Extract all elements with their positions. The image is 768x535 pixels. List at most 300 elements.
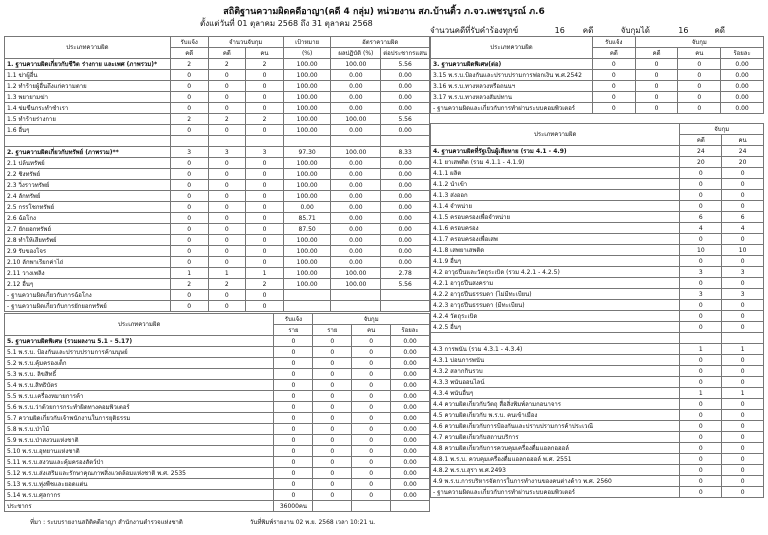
table-row [431, 168, 764, 179]
cell-value: 0 [274, 424, 313, 435]
cell-value [391, 501, 430, 512]
footer-date: วันที่พิมพ์รายงาน 02 พ.ย. 2568 เวลา 10:21 น. [250, 519, 376, 526]
row-label: 4.5 ความผิดเกี่ยวกับ พ.ร.บ. คนเข้าเมือง [431, 410, 680, 421]
cell-value: 0 [722, 201, 764, 212]
cell-value: 0 [274, 468, 313, 479]
cell-value: 0 [680, 256, 722, 267]
cell-value: 0 [352, 468, 391, 479]
cell-value: 100.00 [283, 191, 331, 202]
cell-value: 0.00 [391, 435, 430, 446]
cell-value: 100.00 [331, 114, 381, 125]
cell-value: 0.00 [391, 468, 430, 479]
table-row [431, 410, 764, 421]
table-row [5, 169, 430, 180]
row-label: 4.1.3 ส่งออก [431, 190, 680, 201]
cell-value: 0 [680, 410, 722, 421]
cell-value: 0.00 [391, 347, 430, 358]
cell-value: 0 [722, 443, 764, 454]
sub-cases: ราย [313, 325, 352, 336]
row-label: 4.2.5 อื่นๆ [431, 322, 680, 333]
table-row [5, 490, 430, 501]
table-row [431, 278, 764, 289]
cell-value: 0.00 [381, 180, 430, 191]
header-category: ประเภทความผิด [431, 124, 680, 146]
cell-value: 0 [352, 347, 391, 358]
cell-value: 0 [352, 479, 391, 490]
table-row [5, 336, 430, 347]
row-label: 2.12 อื่นๆ [5, 279, 171, 290]
cell-value: 100.00 [283, 92, 331, 103]
cell-value: 0 [722, 399, 764, 410]
cell-value: 4 [680, 223, 722, 234]
cell-value: 0 [170, 92, 208, 103]
cell-value: 0 [208, 81, 246, 92]
report-title: สถิติฐานความผิดคดีอาญา(คดี 4 กลุ่ม) หน่วยงาน สภ.บ้านติ้ว ภ.จว.เพชรบูรณ์ ภ.6 [223, 7, 545, 17]
row-label: 5.4 พ.ร.บ.สิทธิบัตร [5, 380, 274, 391]
cell-value: 0 [208, 224, 246, 235]
row-label: 2.7 ยักยอกทรัพย์ [5, 224, 171, 235]
cell-value: 3 [722, 289, 764, 300]
table-row [431, 399, 764, 410]
cell-value: 0.00 [331, 70, 381, 81]
cell-value: 0 [680, 234, 722, 245]
cell-value: 0 [635, 103, 678, 114]
footer-source: ที่มา : ระบบรายงานสถิติคดีอาญา สำนักงานตำรวจแห่งชาติ [30, 519, 183, 526]
table-property-violence [4, 36, 430, 312]
cell-value: 100.00 [283, 257, 331, 268]
row-label: ประชากร [5, 501, 274, 512]
cell-value: 100.00 [331, 147, 381, 158]
table-row [5, 103, 430, 114]
cell-value: 0.00 [391, 380, 430, 391]
sub-cases: คดี [635, 48, 678, 59]
cell-value: 0 [680, 190, 722, 201]
cell-value: 0 [208, 180, 246, 191]
sub-cases: คดี [680, 135, 722, 146]
cell-value: 0.00 [331, 191, 381, 202]
cell-value: 100.00 [331, 59, 381, 70]
table-row [5, 136, 430, 147]
table-row [5, 435, 430, 446]
row-label: 1.5 ทำร้ายร่างกาย [5, 114, 171, 125]
cell-value: 0 [352, 446, 391, 457]
cell-value: 0 [274, 402, 313, 413]
cell-value: 0 [722, 311, 764, 322]
cell-value: 0 [274, 413, 313, 424]
cell-value: 0 [313, 358, 352, 369]
cell-value: 0 [246, 92, 284, 103]
cell-value: 0 [170, 290, 208, 301]
table-row [431, 388, 764, 399]
cell-value: 0 [313, 446, 352, 457]
table-special-continued [430, 36, 764, 114]
cell-value: 0 [678, 59, 721, 70]
row-label: 3. ฐานความผิดพิเศษ(ต่อ) [431, 59, 593, 70]
row-label: 2.10 ลักพาเรียกค่าไถ่ [5, 257, 171, 268]
cell-value: 0 [352, 380, 391, 391]
cell-value: 3 [246, 147, 284, 158]
cell-value: 0 [274, 358, 313, 369]
cell-value: 0 [170, 70, 208, 81]
cell-value: 0 [246, 290, 284, 301]
sub-pct: (%) [283, 48, 331, 59]
cell-value: 0 [170, 224, 208, 235]
table-row [431, 212, 764, 223]
cell-value: 0.00 [721, 81, 764, 92]
row-label: 2. ฐานความผิดเกี่ยวกับทรัพย์ (ภาพรวม)** [5, 147, 171, 158]
header-received: รับแจ้ง [274, 314, 313, 325]
cell-value: 0 [170, 125, 208, 136]
cell-value: 5.56 [381, 59, 430, 70]
row-label: 4.2.3 อาวุธปืนธรรมดา (มีทะเบียน) [431, 300, 680, 311]
cell-value: 100.00 [283, 169, 331, 180]
table-row [5, 301, 430, 312]
cell-value: 0 [274, 457, 313, 468]
table-row [431, 146, 764, 157]
cell-value: 0 [722, 366, 764, 377]
cell-value: 24 [680, 146, 722, 157]
cell-value: 0 [722, 355, 764, 366]
cell-value: 0 [170, 257, 208, 268]
sub-result: ผลปฏิบัติ (%) [331, 48, 381, 59]
cell-value: 0 [170, 213, 208, 224]
cell-value: 0 [313, 336, 352, 347]
table-row [431, 256, 764, 267]
cell-value: 0.00 [391, 369, 430, 380]
row-label: 5.11 พ.ร.บ.สงวนและคุ้มครองสัตว์ป่า [5, 457, 274, 468]
cell-value: 0.00 [331, 257, 381, 268]
cell-value: 0.00 [381, 246, 430, 257]
cell-value: 0 [170, 202, 208, 213]
row-label: 4.7 ความผิดเกี่ยวกับสถานบริการ [431, 432, 680, 443]
row-label: 4.9 พ.ร.บ.การบริหารจัดการในการทำงานของคนต่างด้าว พ.ศ. 2560 [431, 476, 680, 487]
cell-value: 0.00 [391, 446, 430, 457]
header-arrested: จับกุม [313, 314, 430, 325]
table-row [431, 179, 764, 190]
cell-value: 0 [313, 479, 352, 490]
cell-value: 100.00 [283, 235, 331, 246]
cell-value: 0 [208, 257, 246, 268]
cell-value: 20 [680, 157, 722, 168]
cell-value: 100.00 [283, 59, 331, 70]
table-row [5, 424, 430, 435]
cell-value [331, 301, 381, 312]
table-row [431, 333, 764, 344]
cell-value: 0 [352, 391, 391, 402]
table-row [431, 157, 764, 168]
row-label: 5.1 พ.ร.บ. ป้องกันและปราบปรามการค้ามนุษย์ [5, 347, 274, 358]
row-label: 4.2.4 วัตถุระเบิด [431, 311, 680, 322]
cell-value: 0 [170, 235, 208, 246]
table-row [431, 245, 764, 256]
cell-value: 1 [246, 268, 284, 279]
cell-value [381, 301, 430, 312]
cell-value: 0 [246, 301, 284, 312]
row-label: 2.11 วางเพลิง [5, 268, 171, 279]
cell-value: 0.00 [381, 92, 430, 103]
cell-value: 0 [722, 432, 764, 443]
cell-value: 0 [722, 256, 764, 267]
cell-value: 0 [635, 59, 678, 70]
cell-value: 0 [208, 125, 246, 136]
cell-value: 0 [722, 421, 764, 432]
cell-value: 0 [313, 380, 352, 391]
row-label: 4.6 ความผิดเกี่ยวกับการป้องกันและปราบปรามการค้าประเวณี [431, 421, 680, 432]
cell-value: 0.00 [391, 391, 430, 402]
header-category: ประเภทความผิด [5, 314, 274, 336]
table-row [431, 443, 764, 454]
cell-value: 85.71 [283, 213, 331, 224]
cell-value: 0 [680, 322, 722, 333]
cell-value: 100.00 [283, 103, 331, 114]
cell-value: 0 [274, 479, 313, 490]
table-row [5, 413, 430, 424]
cell-value [283, 136, 331, 147]
table-row [5, 213, 430, 224]
table-state-victim-offenses [430, 123, 764, 498]
cell-value: 0 [313, 468, 352, 479]
cell-value: 0 [313, 402, 352, 413]
table-row [5, 158, 430, 169]
cell-value: 0 [170, 103, 208, 114]
table-row [431, 344, 764, 355]
cell-value: 1 [680, 344, 722, 355]
row-label: 4.8.2 พ.ร.บ.สุรา พ.ศ.2493 [431, 465, 680, 476]
cell-value: 100.00 [283, 114, 331, 125]
table-row [431, 311, 764, 322]
cell-value: 0 [170, 169, 208, 180]
row-label: 5.10 พ.ร.บ.อุทยานแห่งชาติ [5, 446, 274, 457]
cell-value: 0.00 [721, 59, 764, 70]
cell-value [283, 290, 331, 301]
cell-value: 0 [680, 377, 722, 388]
row-label: 5.14 พ.ร.บ.ศุลกากร [5, 490, 274, 501]
cell-value: 2 [246, 114, 284, 125]
cell-value: 0 [678, 92, 721, 103]
cell-value: 0.00 [391, 358, 430, 369]
cell-value: 0 [246, 202, 284, 213]
row-label: 4.2.2 อาวุธปืนธรรมดา (ไม่มีทะเบียน) [431, 289, 680, 300]
cell-value: 0 [246, 191, 284, 202]
cell-value: 0 [313, 424, 352, 435]
header-category: ประเภทความผิด [5, 37, 171, 59]
cell-value: 0 [313, 391, 352, 402]
cell-value: 0 [313, 347, 352, 358]
row-label: 4.8 ความผิดเกี่ยวกับการควบคุมเครื่องดื่มแอลกอฮอล์ [431, 443, 680, 454]
cell-value: 100.00 [331, 268, 381, 279]
cell-value: 2 [170, 279, 208, 290]
sub-cases: คดี [592, 48, 635, 59]
row-label: 5.8 พ.ร.บ.ป่าไม้ [5, 424, 274, 435]
table-row [431, 432, 764, 443]
table-row [5, 59, 430, 70]
row-label: 2.1 ปล้นทรัพย์ [5, 158, 171, 169]
row-label: 4.1.9 อื่นๆ [431, 256, 680, 267]
cell-value: 0 [592, 92, 635, 103]
cell-value: 0 [352, 358, 391, 369]
header-received: รับแจ้ง [170, 37, 208, 48]
cell-value: 0 [246, 158, 284, 169]
cell-value: 87.50 [283, 224, 331, 235]
cell-value: 0 [722, 278, 764, 289]
row-label: 2.4 ลักทรัพย์ [5, 191, 171, 202]
row-label: 4.1.5 ครอบครองเพื่อจำหน่าย [431, 212, 680, 223]
cell-value: 0 [722, 168, 764, 179]
row-label: - ฐานความผิดและเกี่ยวกับการทำผ่านระบบคอมพิวเตอร์ [431, 487, 680, 498]
sub-persons: คน [246, 48, 284, 59]
table-row [5, 114, 430, 125]
cell-value: 0 [680, 168, 722, 179]
cell-value: 0 [246, 169, 284, 180]
cell-value: 0.00 [381, 103, 430, 114]
cell-value: 0 [352, 413, 391, 424]
cell-value: 100.00 [283, 70, 331, 81]
table-row [5, 257, 430, 268]
row-label: 4.1.1 ผลิต [431, 168, 680, 179]
cell-value: 0.00 [331, 169, 381, 180]
row-label: 5.5 พ.ร.บ.เครื่องหมายการค้า [5, 391, 274, 402]
cell-value: 0 [722, 234, 764, 245]
cell-value: 100.00 [283, 246, 331, 257]
cell-value: 0 [680, 179, 722, 190]
cell-value: 0.00 [381, 70, 430, 81]
cell-value: 0.00 [381, 224, 430, 235]
cell-value: 0.00 [391, 402, 430, 413]
row-label: 3.16 พ.ร.บ.ทางหลวงหรือถนนฯ [431, 81, 593, 92]
cell-value: 100.00 [283, 268, 331, 279]
row-label: 4.1.6 ครอบครอง [431, 223, 680, 234]
row-label: 4.3.2 สลากกินรวบ [431, 366, 680, 377]
cell-value: 0 [170, 191, 208, 202]
table-row [431, 421, 764, 432]
cell-value: 0 [313, 457, 352, 468]
row-label: 4.2.1 อาวุธปืนสงคราม [431, 278, 680, 289]
table-row [5, 290, 430, 301]
table-row [431, 201, 764, 212]
sub-cases: คดี [208, 48, 246, 59]
cell-value: 0.00 [381, 235, 430, 246]
row-label: 4.2 อาวุธปืนและวัตถุระเบิด (รวม 4.2.1 - 4.2.5) [431, 267, 680, 278]
report-period: ตั้งแต่วันที่ 01 ตุลาคม 2568 ถึง 31 ตุลาคม 2568 [200, 19, 373, 28]
cell-value: 0 [680, 201, 722, 212]
cell-value: 2 [208, 59, 246, 70]
summary-label: จำนวนคดีที่รับคำร้องทุกข์ [430, 26, 519, 35]
cell-value [722, 333, 764, 344]
sub-persons: คน [352, 325, 391, 336]
cell-value: 3 [680, 267, 722, 278]
row-label: 5. ฐานความผิดพิเศษ (รวมผลงาน 5.1 - 5.17) [5, 336, 274, 347]
cell-value: 0 [208, 92, 246, 103]
table-row [431, 322, 764, 333]
cell-value: 0 [246, 224, 284, 235]
cell-value: 0.00 [721, 92, 764, 103]
cell-value: 0.00 [381, 257, 430, 268]
cell-value: 0 [635, 81, 678, 92]
cell-value: 0.00 [283, 202, 331, 213]
cell-value: 0 [592, 81, 635, 92]
cell-value: 6 [722, 212, 764, 223]
table-row [431, 454, 764, 465]
cell-value: 0.00 [381, 158, 430, 169]
header-category: ประเภทความผิด [431, 37, 593, 59]
header-ratio: อัตราความผิด [331, 37, 430, 48]
row-label: 5.13 พ.ร.บ.ทุ่งพืชและยอดแต่น [5, 479, 274, 490]
row-label: 4.1.7 ครอบครองเพื่อเสพ [431, 234, 680, 245]
row-label: 4.1.8 เสพยาเสพติด [431, 245, 680, 256]
table-special-offenses [4, 313, 430, 512]
row-label: 4.8.1 พ.ร.บ. ควบคุมเครื่องดื่มแอลกอฮอล์ พ.ศ. 2551 [431, 454, 680, 465]
row-label: 4.1.4 จำหน่าย [431, 201, 680, 212]
cell-value: 0 [313, 435, 352, 446]
cell-value: 0 [352, 369, 391, 380]
cell-value: 24 [722, 146, 764, 157]
cell-value: 0.00 [331, 246, 381, 257]
table-row [5, 81, 430, 92]
cell-value: 0.00 [721, 70, 764, 81]
cell-value: 0 [313, 369, 352, 380]
summary-unit: คดี [582, 26, 594, 35]
row-label: 2.5 กรรโชกทรัพย์ [5, 202, 171, 213]
cell-value: 0 [274, 446, 313, 457]
cell-value: 100.00 [331, 279, 381, 290]
table-row [5, 202, 430, 213]
cell-value: 0 [274, 369, 313, 380]
cell-value: 0 [722, 179, 764, 190]
cell-value: 2 [170, 59, 208, 70]
row-label: 1.2 ทำร้ายผู้อื่นถึงแก่ความตาย [5, 81, 171, 92]
cell-value: 2 [246, 59, 284, 70]
cell-value: 4 [722, 223, 764, 234]
cell-value [283, 301, 331, 312]
cell-value: 0 [722, 454, 764, 465]
row-label: 5.2 พ.ร.บ.คุ้มครองเด็ก [5, 358, 274, 369]
cell-value: 0 [313, 490, 352, 501]
row-label: - ฐานความผิดและเกี่ยวกับการทำผ่านระบบคอมพิวเตอร์ [431, 103, 593, 114]
cell-value: 0 [274, 391, 313, 402]
cell-value: 6 [680, 212, 722, 223]
table-row [5, 268, 430, 279]
cell-value [331, 136, 381, 147]
cell-value: 0 [680, 366, 722, 377]
cell-value: 0 [635, 92, 678, 103]
table-row [5, 279, 430, 290]
table-row [5, 235, 430, 246]
header-arrested: จำนวนจับกุม [208, 37, 283, 48]
row-label: 1.6 อื่นๆ [5, 125, 171, 136]
table-row [5, 125, 430, 136]
cell-value: 0 [274, 347, 313, 358]
table-row [431, 70, 764, 81]
cell-value: 0 [680, 278, 722, 289]
table-row [431, 366, 764, 377]
table-row [5, 92, 430, 103]
cell-value: 0.00 [331, 158, 381, 169]
row-label: 1.4 ข่มขืนกระทำชำเรา [5, 103, 171, 114]
cell-value: 0 [208, 169, 246, 180]
row-label: 5.12 พ.ร.บ.ส่งเสริมและรักษาคุณภาพสิ่งแวดล้อมแห่งชาติ พ.ศ. 2535 [5, 468, 274, 479]
cell-value [170, 136, 208, 147]
table-row [5, 369, 430, 380]
cell-value: 8.33 [381, 147, 430, 158]
cell-value: 100.00 [283, 180, 331, 191]
cell-value: 97.30 [283, 147, 331, 158]
cell-value: 0 [722, 377, 764, 388]
cell-value: 0.00 [391, 457, 430, 468]
cell-value: 0 [208, 191, 246, 202]
cell-value: 0 [680, 465, 722, 476]
cell-value [381, 136, 430, 147]
cell-value: 0.00 [381, 202, 430, 213]
